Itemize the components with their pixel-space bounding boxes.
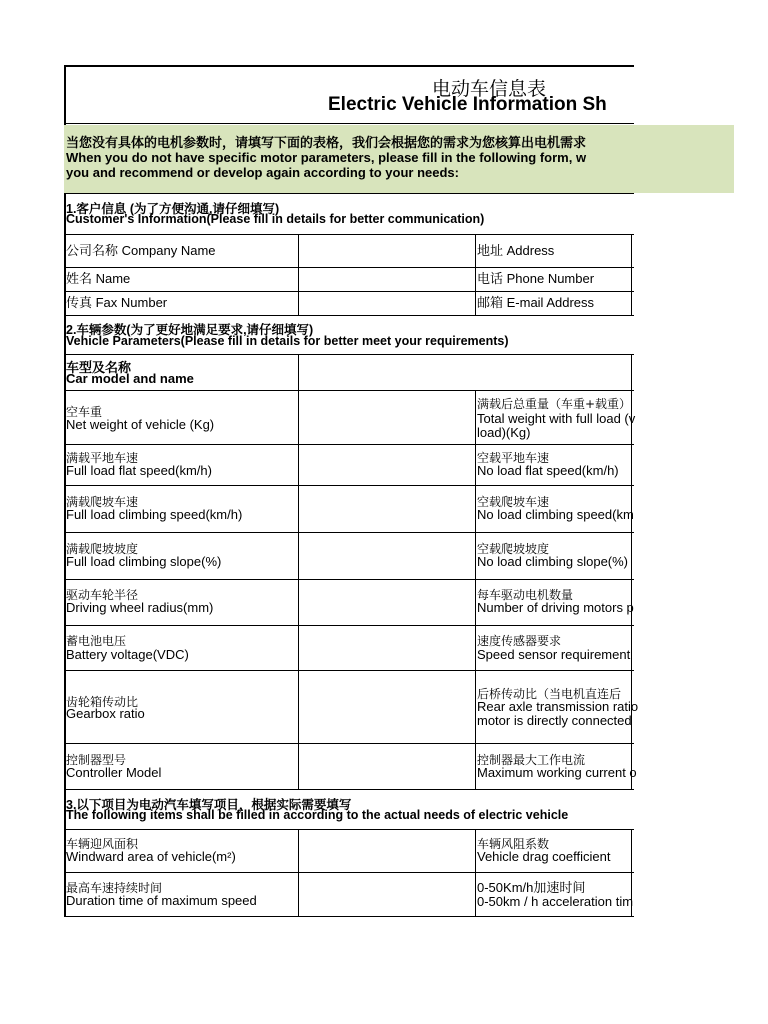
total-weight-label-en: Total weight with full load (v — [477, 411, 636, 426]
wheel-radius-label-cn: 驱动车轮半径 — [66, 588, 139, 602]
acceleration-time-label-cn: 0-50Km/h加速时间 — [477, 880, 586, 895]
full-load-climb-slope-field[interactable] — [299, 533, 475, 579]
section-2-title-cn: 2.车辆参数(为了更好地满足要求,请仔细填写) — [66, 323, 314, 337]
full-load-climb-slope-label-cn: 满载爬坡坡度 — [66, 542, 139, 556]
drag-coefficient-label-cn: 车辆风阻系数 — [477, 837, 550, 851]
section-2-title-en: Vehicle Parameters(Please fill in details for better meet your requirements) — [66, 334, 509, 348]
battery-voltage-label-en: Battery voltage(VDC) — [66, 647, 189, 662]
name-label: 姓名 Name — [66, 271, 131, 286]
motor-count-label-en: Number of driving motors p — [477, 600, 634, 615]
max-speed-duration-label-cn: 最高车速持续时间 — [66, 881, 163, 895]
no-load-climb-speed-label-en: No load climbing speed(km — [477, 507, 634, 522]
car-model-field[interactable] — [299, 355, 631, 390]
full-load-climb-speed-field[interactable] — [299, 486, 475, 532]
grid-line — [64, 315, 634, 316]
net-weight-field[interactable] — [299, 391, 475, 444]
no-load-flat-speed-label-cn: 空载平地车速 — [477, 451, 550, 465]
section-1-title-cn: 1.客户信息 (为了方便沟通,请仔细填写) — [66, 202, 280, 216]
gearbox-ratio-label-en: Gearbox ratio — [66, 706, 145, 721]
controller-model-field[interactable] — [299, 744, 475, 789]
windward-area-label-cn: 车辆迎风面积 — [66, 837, 139, 851]
rear-axle-ratio-label-cn: 后桥传动比（当电机直连后 — [477, 687, 622, 701]
max-speed-duration-label-en: Duration time of maximum speed — [66, 893, 257, 908]
address-label: 地址 Address — [477, 243, 555, 258]
total-weight-label-en-2: load)(Kg) — [477, 425, 531, 440]
company-name-label: 公司名称 Company Name — [66, 243, 216, 258]
address-field[interactable] — [632, 235, 634, 267]
fax-field[interactable] — [299, 292, 475, 315]
no-load-climb-slope-label-cn: 空载爬坡坡度 — [477, 542, 550, 556]
windward-area-field[interactable] — [299, 830, 475, 872]
grid-line — [64, 789, 634, 790]
full-load-climb-slope-label-en: Full load climbing slope(%) — [66, 554, 222, 569]
rear-axle-ratio-label-en-2: motor is directly connected — [477, 713, 632, 728]
car-model-label-en: Car model and name — [66, 371, 194, 386]
divider — [64, 193, 634, 194]
company-name-field[interactable] — [299, 235, 475, 267]
motor-count-label-cn: 每车驱动电机数量 — [477, 588, 574, 602]
notice-line-1: 当您没有具体的电机参数时，请填写下面的表格，我们会根据您的需求为您核算出电机需求 — [66, 135, 587, 150]
battery-voltage-label-cn: 蓄电池电压 — [66, 634, 127, 648]
max-speed-duration-field[interactable] — [299, 873, 475, 916]
speed-sensor-label-cn: 速度传感器要求 — [477, 634, 562, 648]
notice-line-2: When you do not have specific motor parameters, please fill in the following form, w — [66, 150, 587, 165]
sheet-title-en: Electric Vehicle Information Sh — [328, 94, 607, 115]
controller-model-label-cn: 控制器型号 — [66, 753, 127, 767]
gearbox-ratio-label-cn: 齿轮箱传动比 — [66, 695, 139, 709]
section-3-title-cn: 3.以下项目为电动汽车填写项目，根据实际需要填写 — [66, 798, 352, 812]
speed-sensor-label-en: Speed sensor requirement — [477, 647, 631, 662]
fax-label: 传真 Fax Number — [66, 295, 168, 310]
no-load-climb-slope-label-en: No load climbing slope(%) — [477, 554, 629, 569]
grid-line — [475, 390, 476, 789]
wheel-radius-label-en: Driving wheel radius(mm) — [66, 600, 214, 615]
full-load-flat-speed-label-cn: 满载平地车速 — [66, 451, 139, 465]
gearbox-ratio-field[interactable] — [299, 671, 475, 743]
max-current-label-en: Maximum working current o — [477, 765, 637, 780]
net-weight-label-cn: 空车重 — [66, 405, 103, 419]
wheel-radius-field[interactable] — [299, 580, 475, 625]
full-load-climb-speed-label-cn: 满载爬坡车速 — [66, 495, 139, 509]
no-load-flat-speed-label-en: No load flat speed(km/h) — [477, 463, 619, 478]
email-label: 邮箱 E-mail Address — [477, 295, 595, 310]
notice-line-3: you and recommend or develop again according to your needs: — [66, 165, 459, 180]
full-load-climb-speed-label-en: Full load climbing speed(km/h) — [66, 507, 243, 522]
full-load-flat-speed-label-en: Full load flat speed(km/h) — [66, 463, 212, 478]
rear-axle-ratio-label-en: Rear axle transmission ratio — [477, 699, 639, 714]
section-1-title-en: Customer's Information(Please fill in details for better communication) — [66, 212, 485, 226]
controller-model-label-en: Controller Model — [66, 765, 162, 780]
section-3-title-en: The following items shall be filled in according to the actual needs of electric vehicle — [66, 808, 569, 822]
grid-line — [475, 234, 476, 315]
grid-line — [64, 916, 634, 917]
sheet-title-cn: 电动车信息表 — [432, 79, 547, 100]
grid-line — [475, 829, 476, 916]
acceleration-time-label-en: 0-50km / h acceleration tim — [477, 894, 634, 909]
max-current-label-cn: 控制器最大工作电流 — [477, 753, 586, 767]
full-load-flat-speed-field[interactable] — [299, 445, 475, 485]
divider — [64, 123, 634, 124]
total-weight-label-cn: 满载后总重量（车重+载重） — [477, 397, 632, 411]
battery-voltage-field[interactable] — [299, 626, 475, 670]
net-weight-label-en: Net weight of vehicle (Kg) — [66, 417, 215, 432]
car-model-label-cn: 车型及名称 — [66, 360, 132, 375]
phone-label: 电话 Phone Number — [477, 271, 595, 286]
windward-area-label-en: Windward area of vehicle(m²) — [66, 849, 236, 864]
drag-coefficient-label-en: Vehicle drag coefficient — [477, 849, 611, 864]
name-field[interactable] — [299, 268, 475, 291]
no-load-climb-speed-label-cn: 空载爬坡车速 — [477, 495, 550, 509]
